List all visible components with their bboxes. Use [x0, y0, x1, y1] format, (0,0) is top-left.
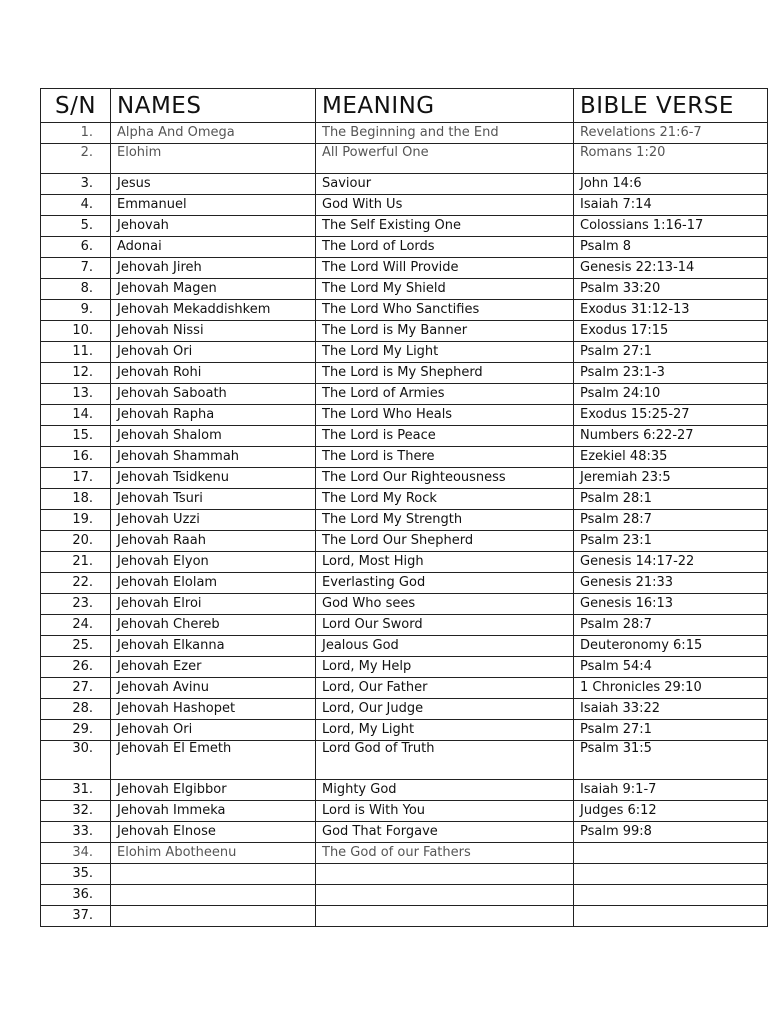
name-cell: Jehovah Mekaddishkem	[111, 300, 316, 321]
bible-verse-cell: Psalm 23:1-3	[574, 363, 768, 384]
meaning-column-header: MEANING	[316, 89, 574, 123]
serial-number-cell: 14.	[41, 405, 111, 426]
table-row	[41, 123, 768, 144]
table-row	[41, 447, 768, 468]
name-cell: Jehovah Immeka	[111, 801, 316, 822]
meaning-cell: The Lord Will Provide	[316, 258, 574, 279]
name-cell	[111, 864, 316, 885]
name-cell: Jehovah Raah	[111, 531, 316, 552]
names-of-god-sheet	[40, 88, 768, 927]
bible-verse-cell: John 14:6	[574, 174, 768, 195]
serial-number-cell: 8.	[41, 279, 111, 300]
serial-number-cell: 24.	[41, 615, 111, 636]
bible-verse-cell: Psalm 31:5	[574, 741, 768, 780]
bible-verse-cell: Psalm 27:1	[574, 342, 768, 363]
serial-number-cell: 20.	[41, 531, 111, 552]
meaning-cell: The Lord My Rock	[316, 489, 574, 510]
table-row	[41, 279, 768, 300]
bible-verse-cell: Deuteronomy 6:15	[574, 636, 768, 657]
name-cell: Jehovah Chereb	[111, 615, 316, 636]
serial-number-cell: 1.	[41, 123, 111, 144]
table-row	[41, 174, 768, 195]
meaning-cell: The Self Existing One	[316, 216, 574, 237]
bible-verse-cell: 1 Chronicles 29:10	[574, 678, 768, 699]
serial-number-cell: 4.	[41, 195, 111, 216]
serial-number-cell: 30.	[41, 741, 111, 780]
sn-column-header: S/N	[41, 89, 111, 123]
meaning-cell: The Lord Our Shepherd	[316, 531, 574, 552]
name-cell: Jehovah Ezer	[111, 657, 316, 678]
meaning-cell: Lord is With You	[316, 801, 574, 822]
names-column-header: NAMES	[111, 89, 316, 123]
table-row	[41, 363, 768, 384]
bible-verse-cell: Colossians 1:16-17	[574, 216, 768, 237]
meaning-cell	[316, 906, 574, 927]
serial-number-cell: 25.	[41, 636, 111, 657]
serial-number-cell: 22.	[41, 573, 111, 594]
meaning-cell: The Lord of Lords	[316, 237, 574, 258]
serial-number-cell: 35.	[41, 864, 111, 885]
meaning-cell: Lord, Most High	[316, 552, 574, 573]
meaning-cell: God That Forgave	[316, 822, 574, 843]
table-row	[41, 405, 768, 426]
name-cell: Elohim Abotheenu	[111, 843, 316, 864]
name-cell: Jehovah Elroi	[111, 594, 316, 615]
serial-number-cell: 15.	[41, 426, 111, 447]
serial-number-cell: 37.	[41, 906, 111, 927]
bible-verse-cell: Psalm 23:1	[574, 531, 768, 552]
table-row	[41, 489, 768, 510]
name-cell: Jehovah Ori	[111, 342, 316, 363]
serial-number-cell: 10.	[41, 321, 111, 342]
meaning-cell: The Beginning and the End	[316, 123, 574, 144]
table-row	[41, 822, 768, 843]
table-row	[41, 216, 768, 237]
name-cell: Jehovah Elnose	[111, 822, 316, 843]
bible-verse-cell: Exodus 15:25-27	[574, 405, 768, 426]
serial-number-cell: 6.	[41, 237, 111, 258]
bible-verse-cell: Isaiah 33:22	[574, 699, 768, 720]
bible-verse-cell: Psalm 28:7	[574, 615, 768, 636]
bible-verse-cell: Isaiah 7:14	[574, 195, 768, 216]
name-cell: Jehovah Elgibbor	[111, 780, 316, 801]
table-row	[41, 468, 768, 489]
bible-verse-cell: Jeremiah 23:5	[574, 468, 768, 489]
bible-verse-cell: Isaiah 9:1-7	[574, 780, 768, 801]
meaning-cell	[316, 885, 574, 906]
bible-verse-cell: Genesis 21:33	[574, 573, 768, 594]
serial-number-cell: 28.	[41, 699, 111, 720]
meaning-cell: The Lord Who Sanctifies	[316, 300, 574, 321]
serial-number-cell: 7.	[41, 258, 111, 279]
name-cell: Jehovah Shammah	[111, 447, 316, 468]
table-row	[41, 321, 768, 342]
serial-number-cell: 18.	[41, 489, 111, 510]
table-row	[41, 885, 768, 906]
serial-number-cell: 27.	[41, 678, 111, 699]
table-row	[41, 195, 768, 216]
bible-verse-cell: Genesis 16:13	[574, 594, 768, 615]
name-cell: Jehovah Rohi	[111, 363, 316, 384]
bible-verse-cell: Romans 1:20	[574, 144, 768, 174]
meaning-cell: Everlasting God	[316, 573, 574, 594]
serial-number-cell: 9.	[41, 300, 111, 321]
meaning-cell: The Lord is My Shepherd	[316, 363, 574, 384]
meaning-cell: The Lord is Peace	[316, 426, 574, 447]
meaning-cell: Jealous God	[316, 636, 574, 657]
meaning-cell: God Who sees	[316, 594, 574, 615]
serial-number-cell: 36.	[41, 885, 111, 906]
name-cell	[111, 906, 316, 927]
meaning-cell: Mighty God	[316, 780, 574, 801]
bible-verse-column-header: BIBLE VERSE	[574, 89, 768, 123]
meaning-cell: The Lord My Strength	[316, 510, 574, 531]
table-row	[41, 636, 768, 657]
meaning-cell: Saviour	[316, 174, 574, 195]
table-row	[41, 426, 768, 447]
serial-number-cell: 3.	[41, 174, 111, 195]
serial-number-cell: 21.	[41, 552, 111, 573]
serial-number-cell: 23.	[41, 594, 111, 615]
bible-verse-cell: Exodus 17:15	[574, 321, 768, 342]
name-cell: Jehovah Hashopet	[111, 699, 316, 720]
meaning-cell: The Lord is My Banner	[316, 321, 574, 342]
bible-verse-cell: Psalm 54:4	[574, 657, 768, 678]
bible-verse-cell: Psalm 99:8	[574, 822, 768, 843]
bible-verse-cell: Psalm 28:7	[574, 510, 768, 531]
name-cell: Jehovah Jireh	[111, 258, 316, 279]
table-row	[41, 384, 768, 405]
bible-verse-cell: Genesis 22:13-14	[574, 258, 768, 279]
name-cell: Emmanuel	[111, 195, 316, 216]
table-row	[41, 237, 768, 258]
meaning-cell: Lord God of Truth	[316, 741, 574, 780]
bible-verse-cell: Psalm 33:20	[574, 279, 768, 300]
name-cell: Jehovah Elolam	[111, 573, 316, 594]
serial-number-cell: 11.	[41, 342, 111, 363]
table-row	[41, 531, 768, 552]
table-row	[41, 801, 768, 822]
name-cell	[111, 885, 316, 906]
name-cell: Adonai	[111, 237, 316, 258]
bible-verse-cell: Genesis 14:17-22	[574, 552, 768, 573]
table-row	[41, 741, 768, 780]
meaning-cell: The Lord Who Heals	[316, 405, 574, 426]
serial-number-cell: 32.	[41, 801, 111, 822]
name-cell: Jehovah Nissi	[111, 321, 316, 342]
name-cell: Jehovah Tsidkenu	[111, 468, 316, 489]
table-row	[41, 678, 768, 699]
serial-number-cell: 31.	[41, 780, 111, 801]
meaning-cell: Lord, Our Judge	[316, 699, 574, 720]
meaning-cell	[316, 864, 574, 885]
names-table	[40, 88, 768, 927]
bible-verse-cell	[574, 864, 768, 885]
bible-verse-cell: Psalm 28:1	[574, 489, 768, 510]
name-cell: Jehovah	[111, 216, 316, 237]
meaning-cell: God With Us	[316, 195, 574, 216]
meaning-cell: The Lord My Shield	[316, 279, 574, 300]
bible-verse-cell: Revelations 21:6-7	[574, 123, 768, 144]
bible-verse-cell: Psalm 8	[574, 237, 768, 258]
table-row	[41, 144, 768, 174]
bible-verse-cell	[574, 843, 768, 864]
serial-number-cell: 12.	[41, 363, 111, 384]
table-row	[41, 780, 768, 801]
serial-number-cell: 29.	[41, 720, 111, 741]
table-row	[41, 615, 768, 636]
header-row	[41, 89, 768, 123]
bible-verse-cell: Ezekiel 48:35	[574, 447, 768, 468]
serial-number-cell: 2.	[41, 144, 111, 174]
table-row	[41, 864, 768, 885]
name-cell: Jehovah Shalom	[111, 426, 316, 447]
name-cell: Jehovah Magen	[111, 279, 316, 300]
serial-number-cell: 5.	[41, 216, 111, 237]
meaning-cell: Lord, My Help	[316, 657, 574, 678]
table-row	[41, 657, 768, 678]
serial-number-cell: 16.	[41, 447, 111, 468]
serial-number-cell: 26.	[41, 657, 111, 678]
serial-number-cell: 34.	[41, 843, 111, 864]
table-row	[41, 573, 768, 594]
meaning-cell: All Powerful One	[316, 144, 574, 174]
name-cell: Jehovah Uzzi	[111, 510, 316, 531]
name-cell: Jehovah Rapha	[111, 405, 316, 426]
bible-verse-cell: Psalm 24:10	[574, 384, 768, 405]
name-cell: Jehovah Tsuri	[111, 489, 316, 510]
name-cell: Jehovah Avinu	[111, 678, 316, 699]
serial-number-cell: 17.	[41, 468, 111, 489]
meaning-cell: Lord, Our Father	[316, 678, 574, 699]
name-cell: Jehovah Ori	[111, 720, 316, 741]
meaning-cell: The God of our Fathers	[316, 843, 574, 864]
serial-number-cell: 19.	[41, 510, 111, 531]
bible-verse-cell: Numbers 6:22-27	[574, 426, 768, 447]
meaning-cell: The Lord is There	[316, 447, 574, 468]
serial-number-cell: 13.	[41, 384, 111, 405]
serial-number-cell: 33.	[41, 822, 111, 843]
meaning-cell: The Lord My Light	[316, 342, 574, 363]
table-row	[41, 720, 768, 741]
name-cell: Jehovah Saboath	[111, 384, 316, 405]
table-row	[41, 552, 768, 573]
name-cell: Jehovah El Emeth	[111, 741, 316, 780]
bible-verse-cell: Judges 6:12	[574, 801, 768, 822]
meaning-cell: Lord, My Light	[316, 720, 574, 741]
meaning-cell: The Lord of Armies	[316, 384, 574, 405]
name-cell: Alpha And Omega	[111, 123, 316, 144]
bible-verse-cell: Exodus 31:12-13	[574, 300, 768, 321]
name-cell: Jesus	[111, 174, 316, 195]
table-row	[41, 510, 768, 531]
table-body	[41, 123, 768, 927]
table-row	[41, 258, 768, 279]
bible-verse-cell: Psalm 27:1	[574, 720, 768, 741]
bible-verse-cell	[574, 906, 768, 927]
table-row	[41, 300, 768, 321]
name-cell: Jehovah Elyon	[111, 552, 316, 573]
bible-verse-cell	[574, 885, 768, 906]
meaning-cell: The Lord Our Righteousness	[316, 468, 574, 489]
table-row	[41, 342, 768, 363]
meaning-cell: Lord Our Sword	[316, 615, 574, 636]
name-cell: Elohim	[111, 144, 316, 174]
table-row	[41, 594, 768, 615]
table-row	[41, 906, 768, 927]
table-row	[41, 699, 768, 720]
table-row	[41, 843, 768, 864]
name-cell: Jehovah Elkanna	[111, 636, 316, 657]
